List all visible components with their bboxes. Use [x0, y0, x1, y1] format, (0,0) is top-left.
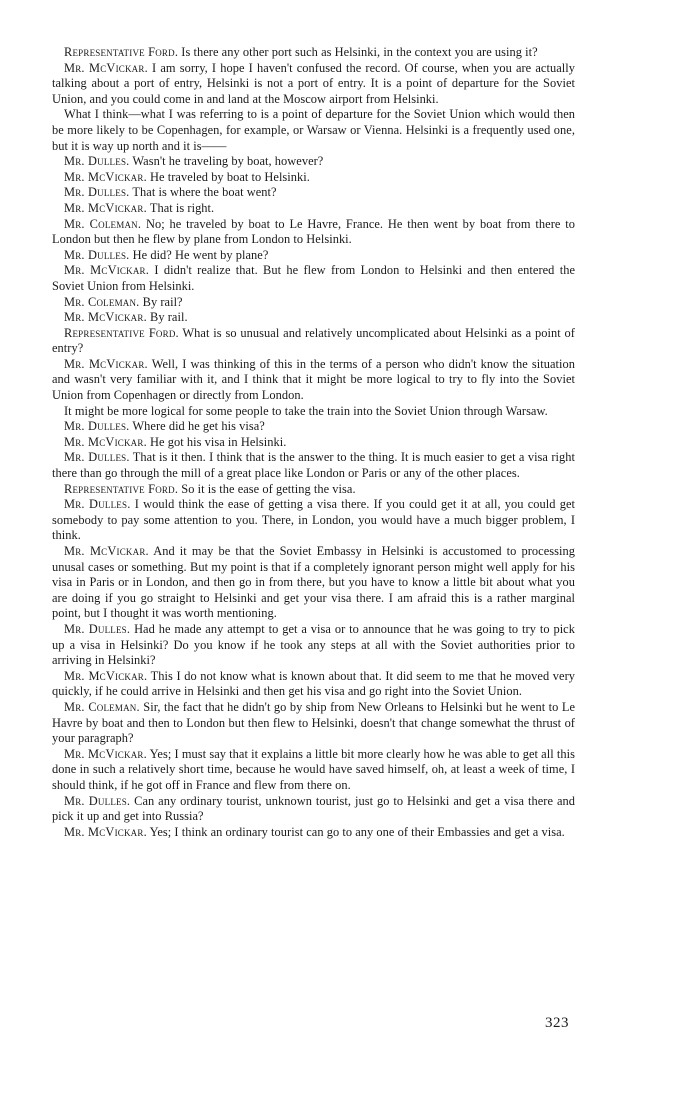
speaker-name: Mr. Dulles.: [64, 793, 131, 808]
speaker-name: Mr. Dulles.: [64, 497, 131, 512]
speaker-name: Representative Ford.: [64, 45, 179, 59]
testimony-paragraph: [52, 217, 575, 248]
testimony-paragraph: [52, 310, 575, 326]
paragraph-text: Yes; I must say that it explains a little bit more clearly how he was able to get all this done in such a relatively short time, because he would have saved himself, oh, at least a week of time, I should think, if he got off in France and flew from there on.: [52, 746, 575, 792]
testimony-paragraph: [52, 419, 575, 435]
testimony-paragraph: [52, 794, 575, 825]
speaker-name: Mr. McVickar.: [64, 60, 148, 75]
testimony-paragraph: [52, 45, 575, 61]
speaker-name: Mr. McVickar.: [64, 668, 148, 683]
speaker-name: Representative Ford.: [64, 325, 179, 340]
speaker-name: Mr. McVickar.: [64, 746, 147, 761]
speaker-name: Mr. Dulles.: [64, 419, 130, 434]
paragraph-text: Sir, the fact that he didn't go by ship from New Orleans to Helsinki but he went to Le Havre by boat and then to London but then flew to Helsinki, doesn't that change somewhat the thrust of your paragraph?: [52, 699, 576, 746]
testimony-paragraph: [52, 357, 575, 404]
speaker-name: Representative Ford.: [64, 481, 179, 496]
speaker-name: Mr. McVickar.: [64, 356, 148, 371]
speaker-name: Mr. Dulles.: [64, 247, 130, 262]
page-number: 323: [545, 1015, 569, 1031]
paragraph-text: By rail?: [142, 294, 183, 309]
paragraph-text: He traveled by boat to Helsinki.: [150, 169, 310, 184]
speaker-name: Mr. McVickar.: [64, 169, 147, 184]
testimony-paragraph: [52, 248, 575, 264]
paragraph-text: By rail.: [150, 310, 188, 325]
paragraph-text: What I think—what I was referring to is a point of departure for the Soviet Union which would then be more likely to be Copenhagen, for example, or Warsaw or Vienna. Helsinki is a frequently used one, but it is way up north and it is——: [52, 107, 575, 153]
testimony-paragraph: [52, 669, 575, 700]
paragraph-text: That is where the boat went?: [132, 185, 277, 200]
speaker-name: Mr. Coleman.: [64, 216, 142, 231]
paragraph-text: He got his visa in Helsinki.: [150, 434, 287, 449]
paragraph-text: Wasn't he traveling by boat, however?: [132, 154, 324, 169]
testimony-paragraph: [52, 622, 575, 669]
paragraph-text: No; he traveled by boat to Le Havre, France. He then went by boat from there to London but then he flew by plane from London to Helsinki.: [52, 216, 575, 247]
paragraph-text: This I do not know what is known about that. It did seem to me that he moved very quickly, if he could arrive in Helsinki and then get his visa and go right into the Soviet Union.: [52, 668, 575, 699]
testimony-paragraph: [52, 263, 575, 294]
paragraph-text: And it may be that the Soviet Embassy in Helsinki is accustomed to processing unusal cases or something. But my point is that if a completely ignorant person might well apply for his visa in Paris or in London, and then go in from there, but you have to know a little bit about what you are doing if you go straight to Helsinki and get your visa there. I am afraid this is a rather marginal point, but I thought it was worth mentioning.: [52, 544, 575, 621]
paragraph-text: Is there any other port such as Helsinki, in the context you are using it?: [181, 45, 538, 59]
testimony-paragraph: [52, 497, 575, 544]
document-body: [52, 45, 575, 840]
testimony-paragraph: [52, 170, 575, 186]
paragraph-text: I didn't realize that. But he flew from London to Helsinki and then entered the Soviet Union from Helsinki.: [52, 263, 575, 293]
paragraph-text: Can any ordinary tourist, unknown tourist, just go to Helsinki and get a visa there and pick it up and get into Russia?: [52, 793, 575, 824]
testimony-paragraph: [52, 482, 575, 498]
testimony-paragraph: [52, 154, 575, 170]
paragraph-text: That is right.: [149, 200, 215, 215]
speaker-name: Mr. McVickar.: [64, 544, 149, 558]
testimony-paragraph: [52, 825, 575, 841]
testimony-paragraph: [52, 201, 575, 217]
testimony-paragraph: [52, 107, 575, 154]
paragraph-text: I would think the ease of getting a visa there. If you could get it at all, you could get somebody to pay some attention to you. There, in London, you would have a much bigger problem, I think.: [52, 497, 575, 543]
speaker-name: Mr. Dulles.: [64, 185, 130, 200]
paragraph-text: What is so unusual and relatively uncomplicated about Helsinki as a point of entry?: [52, 325, 575, 356]
testimony-paragraph: [52, 450, 575, 481]
speaker-name: Mr. Dulles.: [64, 154, 130, 169]
speaker-name: Mr. McVickar.: [64, 263, 150, 278]
paragraph-text: Where did he get his visa?: [132, 419, 265, 434]
testimony-paragraph: [52, 295, 575, 311]
paragraph-text: Yes; I think an ordinary tourist can go to any one of their Embassies and get a visa.: [149, 824, 565, 839]
testimony-paragraph: [52, 326, 575, 357]
testimony-paragraph: [52, 700, 575, 747]
speaker-name: Mr. Coleman.: [64, 699, 140, 714]
speaker-name: Mr. McVickar.: [64, 200, 147, 215]
speaker-name: Mr. Dulles.: [64, 450, 130, 465]
testimony-paragraph: [52, 747, 575, 794]
paragraph-text: So it is the ease of getting the visa.: [181, 481, 356, 496]
speaker-name: Mr. Dulles.: [64, 621, 131, 636]
speaker-name: Mr. Coleman.: [64, 294, 140, 309]
speaker-name: Mr. McVickar.: [64, 434, 147, 449]
testimony-paragraph: [52, 544, 575, 622]
speaker-name: Mr. McVickar.: [64, 310, 147, 325]
speaker-name: Mr. McVickar.: [64, 824, 147, 839]
paragraph-text: Well, I was thinking of this in the terms of a person who didn't know the situation and wasn't very familiar with it, and I think that it might be more logical to try to fly into the Soviet Union from Copenhagen or directly from London.: [52, 356, 575, 403]
testimony-paragraph: [52, 404, 575, 420]
paragraph-text: He did? He went by plane?: [132, 247, 269, 262]
paragraph-text: It might be more logical for some people to take the train into the Soviet Union through Warsaw.: [64, 403, 548, 418]
paragraph-text: That is it then. I think that is the answer to the thing. It is much easier to get a visa right there than go through the mill of a great place like London or Paris or any of the other places.: [52, 450, 575, 481]
testimony-paragraph: [52, 61, 575, 108]
paragraph-text: Had he made any attempt to get a visa or to announce that he was going to try to pick up a visa in Helsinki? Do you know if he took any steps at all with the Soviet authorities prior to arriving in Helsinki?: [52, 621, 575, 668]
paragraph-text: I am sorry, I hope I haven't confused the record. Of course, when you are actually talking about a port of entry, Helsinki is not a port of entry. It is a point of departure for the Soviet Union, and you could come in and land at the Moscow airport from Helsinki.: [52, 60, 575, 106]
testimony-paragraph: [52, 185, 575, 201]
testimony-paragraph: [52, 435, 575, 451]
